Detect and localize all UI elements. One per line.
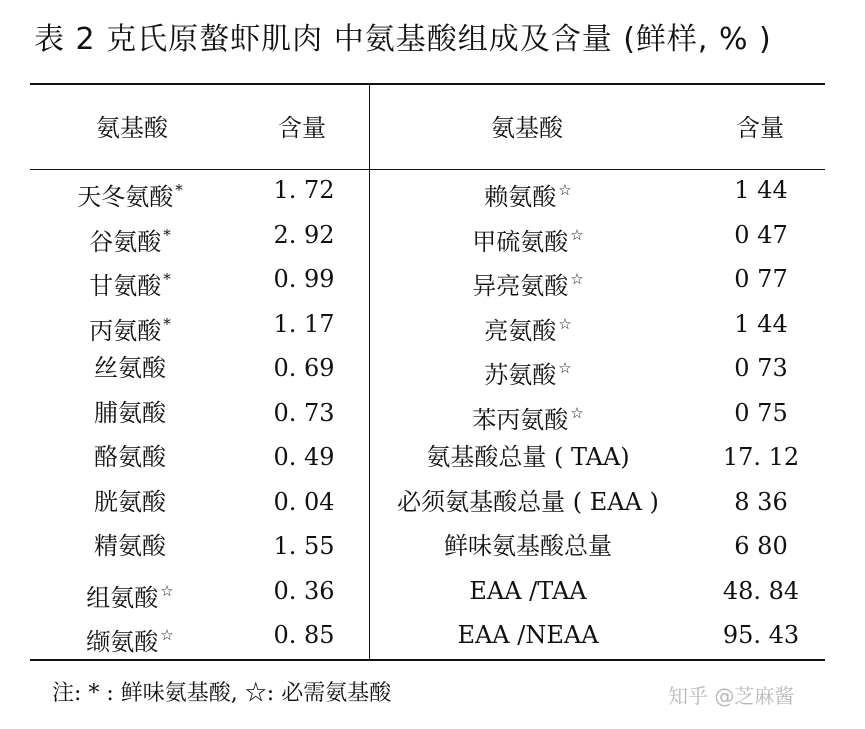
cell-right-value <box>734 353 787 383</box>
cell-text: 苏氨酸 <box>484 361 557 389</box>
cell-right-name <box>472 398 583 435</box>
cell-left-value <box>273 442 334 472</box>
cell-text: 0. 04 <box>273 487 335 516</box>
cell-text: 脯氨酸 <box>94 398 166 427</box>
cell-text: 酪氨酸 <box>94 443 166 471</box>
cell-right-name <box>397 487 659 517</box>
cell-right-value <box>734 309 787 339</box>
cell-left-name <box>89 309 171 346</box>
cell-text: 必须氨基酸总量 ( EAA ) <box>397 487 659 516</box>
cell-mark: ☆ <box>558 314 572 333</box>
cell-right-name <box>484 309 571 346</box>
cell-text: 0. 73 <box>273 398 335 427</box>
cell-text: 0 47 <box>734 220 788 249</box>
cell-left-name <box>77 175 183 212</box>
cell-text: 组氨酸 <box>86 583 159 612</box>
cell-text: 0. 36 <box>273 576 335 605</box>
cell-text: 0. 85 <box>273 621 335 649</box>
cell-left-name <box>94 442 166 472</box>
cell-right-name <box>444 531 612 561</box>
cell-right-value <box>734 220 787 250</box>
cell-mark: ☆ <box>570 225 584 244</box>
cell-text: 17. 12 <box>722 443 800 471</box>
cell-text: 鲜味氨基酸总量 <box>444 532 612 560</box>
cell-text: 95. 43 <box>722 621 800 649</box>
watermark: 知乎 @芝麻酱 <box>668 684 795 708</box>
cell-left-name <box>94 398 166 428</box>
cell-right-name <box>484 353 571 390</box>
cell-text: 异亮氨酸 <box>472 272 569 300</box>
cell-text: 缬氨酸 <box>86 628 159 656</box>
header-left-value: 含量 <box>278 114 326 142</box>
cell-left-value <box>273 398 334 428</box>
cell-mark: * <box>163 225 171 244</box>
cell-right-name <box>484 175 571 212</box>
cell-left-value <box>273 531 334 561</box>
cell-text: 1. 72 <box>273 176 335 204</box>
cell-mark: ☆ <box>160 581 174 600</box>
cell-right-value <box>734 487 787 517</box>
cell-text: 1. 55 <box>273 532 335 560</box>
cell-text: 8 36 <box>734 487 788 516</box>
cell-text: 0 73 <box>734 354 788 382</box>
header-left-name: 氨基酸 <box>96 114 168 142</box>
cell-left-value <box>273 264 334 294</box>
cell-text: 天冬氨酸 <box>77 183 174 211</box>
cell-text: 0. 99 <box>273 265 335 293</box>
cell-left-value <box>273 220 334 250</box>
cell-mark: * <box>163 270 171 288</box>
cell-left-name <box>94 353 166 383</box>
cell-right-name <box>457 620 598 650</box>
cell-right-name <box>472 264 583 301</box>
cell-text: EAA /TAA <box>469 576 587 605</box>
cell-right-name <box>426 442 629 472</box>
cell-text: 甲硫氨酸 <box>472 227 569 256</box>
cell-mark: ☆ <box>160 626 174 644</box>
cell-right-value <box>734 264 787 294</box>
cell-text: 精氨酸 <box>94 532 166 560</box>
cell-left-name <box>89 220 171 257</box>
cell-left-value <box>273 353 334 383</box>
table-footnote: 注: * : 鲜味氨基酸, ☆: 必需氨基酸 <box>52 681 392 706</box>
cell-text: 0 77 <box>734 265 788 293</box>
cell-left-name <box>94 531 166 561</box>
table-top-rule <box>30 83 825 85</box>
cell-right-value <box>723 620 799 650</box>
cell-left-value <box>273 620 334 650</box>
cell-left-name <box>86 576 173 613</box>
cell-text: 1. 17 <box>273 309 335 338</box>
cell-mark: * <box>175 181 183 199</box>
cell-mark: ☆ <box>570 270 584 288</box>
cell-text: 48. 84 <box>722 576 800 605</box>
table-column-divider <box>369 85 370 659</box>
cell-left-value <box>273 309 334 339</box>
cell-text: EAA /NEAA <box>457 621 599 649</box>
cell-text: 苯丙氨酸 <box>472 405 569 434</box>
cell-left-name <box>86 620 173 657</box>
cell-text: 甘氨酸 <box>89 272 162 300</box>
table-bottom-rule <box>30 659 825 661</box>
cell-mark: ☆ <box>558 359 572 377</box>
table-title: 表 2 克氏原螯虾肌肉 中氨基酸组成及含量 (鲜样, % ) <box>34 22 772 57</box>
cell-mark: ☆ <box>558 181 572 199</box>
cell-text: 1 44 <box>734 176 788 204</box>
cell-mark: ☆ <box>570 403 584 422</box>
cell-right-value <box>734 398 787 428</box>
cell-right-value <box>723 442 799 472</box>
cell-right-name <box>472 220 583 257</box>
cell-text: 氨基酸总量 ( TAA) <box>426 443 630 471</box>
cell-text: 丙氨酸 <box>89 316 162 345</box>
cell-text: 0 75 <box>734 398 788 427</box>
cell-text: 1 44 <box>734 309 788 338</box>
cell-right-name <box>469 576 586 606</box>
cell-left-value <box>273 487 334 517</box>
cell-text: 亮氨酸 <box>484 316 557 345</box>
cell-text: 6 80 <box>734 532 788 560</box>
cell-left-name <box>94 487 166 517</box>
table-header-rule <box>30 169 825 170</box>
cell-text: 2. 92 <box>273 220 335 249</box>
cell-text: 0. 49 <box>273 443 335 471</box>
cell-right-value <box>734 531 787 561</box>
cell-left-value <box>273 175 334 205</box>
cell-right-value <box>723 576 799 606</box>
cell-left-name <box>89 264 171 301</box>
cell-text: 丝氨酸 <box>94 354 166 382</box>
cell-right-value <box>734 175 787 205</box>
cell-mark: * <box>163 314 171 333</box>
header-right-value: 含量 <box>736 114 784 142</box>
header-right-name: 氨基酸 <box>491 114 563 142</box>
cell-left-value <box>273 576 334 606</box>
cell-text: 赖氨酸 <box>484 183 557 211</box>
cell-text: 谷氨酸 <box>89 227 162 256</box>
cell-text: 胱氨酸 <box>94 487 166 516</box>
cell-text: 0. 69 <box>273 354 335 382</box>
